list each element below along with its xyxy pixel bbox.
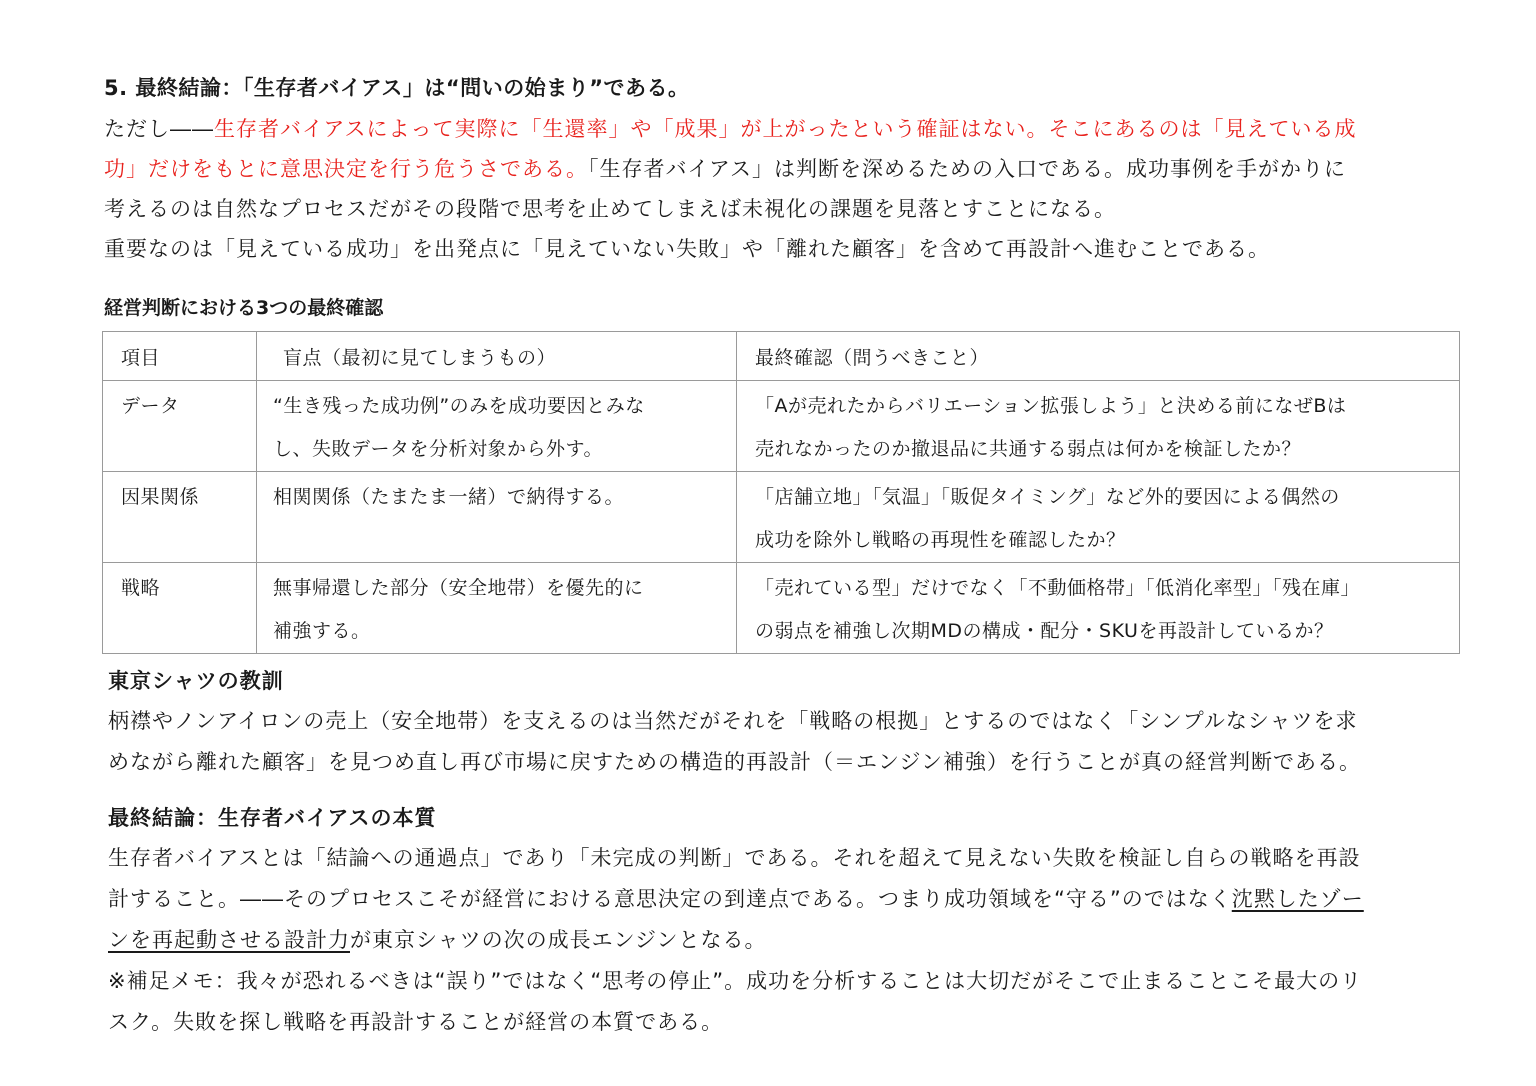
cell-line: 「売れている型」だけでなく「不動価格帯」「低消化率型」「残在庫」 — [755, 577, 1361, 599]
cell-line: 売れなかったのか撤退品に共通する弱点は何かを検証したか？ — [755, 438, 1302, 460]
conclusion-section — [108, 798, 1508, 1043]
lesson-title: 東京シャツの教訓 — [108, 669, 284, 693]
note-line-2: スク。失敗を探し戦略を再設計することが経営の本質である。 — [108, 1010, 724, 1034]
lesson-line-1: 柄襟やノンアイロンの売上（安全地帯）を支えるのは当然だがそれを「戦略の根拠」とするのではなく「シンプルなシャツを求 — [108, 709, 1358, 733]
row-final-check — [737, 563, 1460, 654]
header-final-check: 最終確認（問うべきこと） — [737, 332, 1460, 381]
cell-line: の弱点を補強し次期MDの構成・配分・SKUを再設計しているか？ — [755, 620, 1334, 642]
table-row — [103, 472, 1460, 563]
intro-line-2 — [104, 149, 1504, 189]
cell-line: 「Aが売れたからバリエーション拡張しよう」と決める前になぜBは — [755, 395, 1347, 417]
conclusion-line-2-underlined: 沈黙したゾー — [1231, 887, 1364, 911]
row-blind-spot — [257, 563, 737, 654]
conclusion-line-1: 生存者バイアスとは「結論への通過点」であり「未完成の判断」である。それを超えて見えない失敗を検証し自らの戦略を再設 — [108, 846, 1361, 870]
conclusion-line-3-plain: が東京シャツの次の成長エンジンとなる。 — [350, 928, 767, 952]
table-header-row — [103, 332, 1460, 381]
row-item: データ — [103, 381, 257, 472]
lesson-body — [108, 701, 1508, 783]
conclusion-body — [108, 838, 1508, 1043]
row-blind-spot — [257, 472, 737, 563]
conclusion-line-2 — [108, 879, 1508, 920]
lesson-line-2: めながら離れた顧客」を見つめ直し再び市場に戻すための構造的再設計（＝エンジン補強）を行うことが真の経営判断である。 — [108, 750, 1361, 774]
intro-line-1-emphasis: 生存者バイアスによって実際に「生還率」や「成果」が上がったという確証はない。そこにあるのは「見えている成 — [214, 117, 1357, 141]
header-item: 項目 — [103, 332, 257, 381]
cell-line: 相関関係（たまたま一緒）で納得する。 — [273, 486, 625, 508]
header-blind-spot: 盲点（最初に見てしまうもの） — [257, 332, 737, 381]
cell-line: 補強する。 — [273, 620, 371, 642]
row-item: 因果関係 — [103, 472, 257, 563]
cell-line: 「店舗立地」「気温」「販促タイミング」など外的要因による偶然の — [755, 486, 1340, 508]
table-row — [103, 381, 1460, 472]
cell-line: し、失敗データを分析対象から外す。 — [273, 438, 603, 460]
conclusion-line-3-underlined: ンを再起動させる設計力 — [108, 928, 350, 952]
section-heading: 5. 最終結論：「生存者バイアス」は“問いの始まり”である。 — [104, 76, 690, 100]
row-blind-spot — [257, 381, 737, 472]
intro-line-2-plain: 「生存者バイアス」は判断を深めるための入口である。成功事例を手がかりに — [588, 157, 1347, 181]
row-item: 戦略 — [103, 563, 257, 654]
cell-line: 成功を除外し戦略の再現性を確認したか？ — [755, 529, 1126, 551]
intro-paragraph — [104, 109, 1504, 269]
cell-line: 無事帰還した部分（安全地帯）を優先的に — [273, 577, 644, 599]
row-final-check — [737, 472, 1460, 563]
note-line-1: ※補足メモ：我々が恐れるべきは“誤り”ではなく“思考の停止”。成功を分析することは大切だがそこで止まることこそ最大のリ — [108, 969, 1363, 993]
intro-line-2-emphasis: 功」だけをもとに意思決定を行う危うさである。 — [104, 157, 588, 181]
table-row — [103, 563, 1460, 654]
intro-line-1-plain: ただし―― — [104, 117, 214, 141]
intro-line-3: 考えるのは自然なプロセスだがその段階で思考を止めてしまえば未視化の課題を見落とすことになる。 — [104, 197, 1116, 221]
table-title: 経営判断における3つの最終確認 — [104, 297, 384, 319]
lesson-section — [108, 661, 1508, 783]
conclusion-line-3 — [108, 920, 1508, 961]
final-check-table — [102, 331, 1460, 654]
intro-line-4: 重要なのは「見えている成功」を出発点に「見えていない失敗」や「離れた顧客」を含めて再設計へ進むことである。 — [104, 237, 1270, 261]
conclusion-line-2-plain: 計すること。――そのプロセスこそが経営における意思決定の到達点である。つまり成功領域を“守る”のではなく — [108, 887, 1232, 911]
conclusion-title: 最終結論：生存者バイアスの本質 — [108, 806, 437, 830]
row-final-check — [737, 381, 1460, 472]
intro-line-1 — [104, 109, 1504, 149]
cell-line: “生き残った成功例”のみを成功要因とみな — [273, 395, 645, 417]
